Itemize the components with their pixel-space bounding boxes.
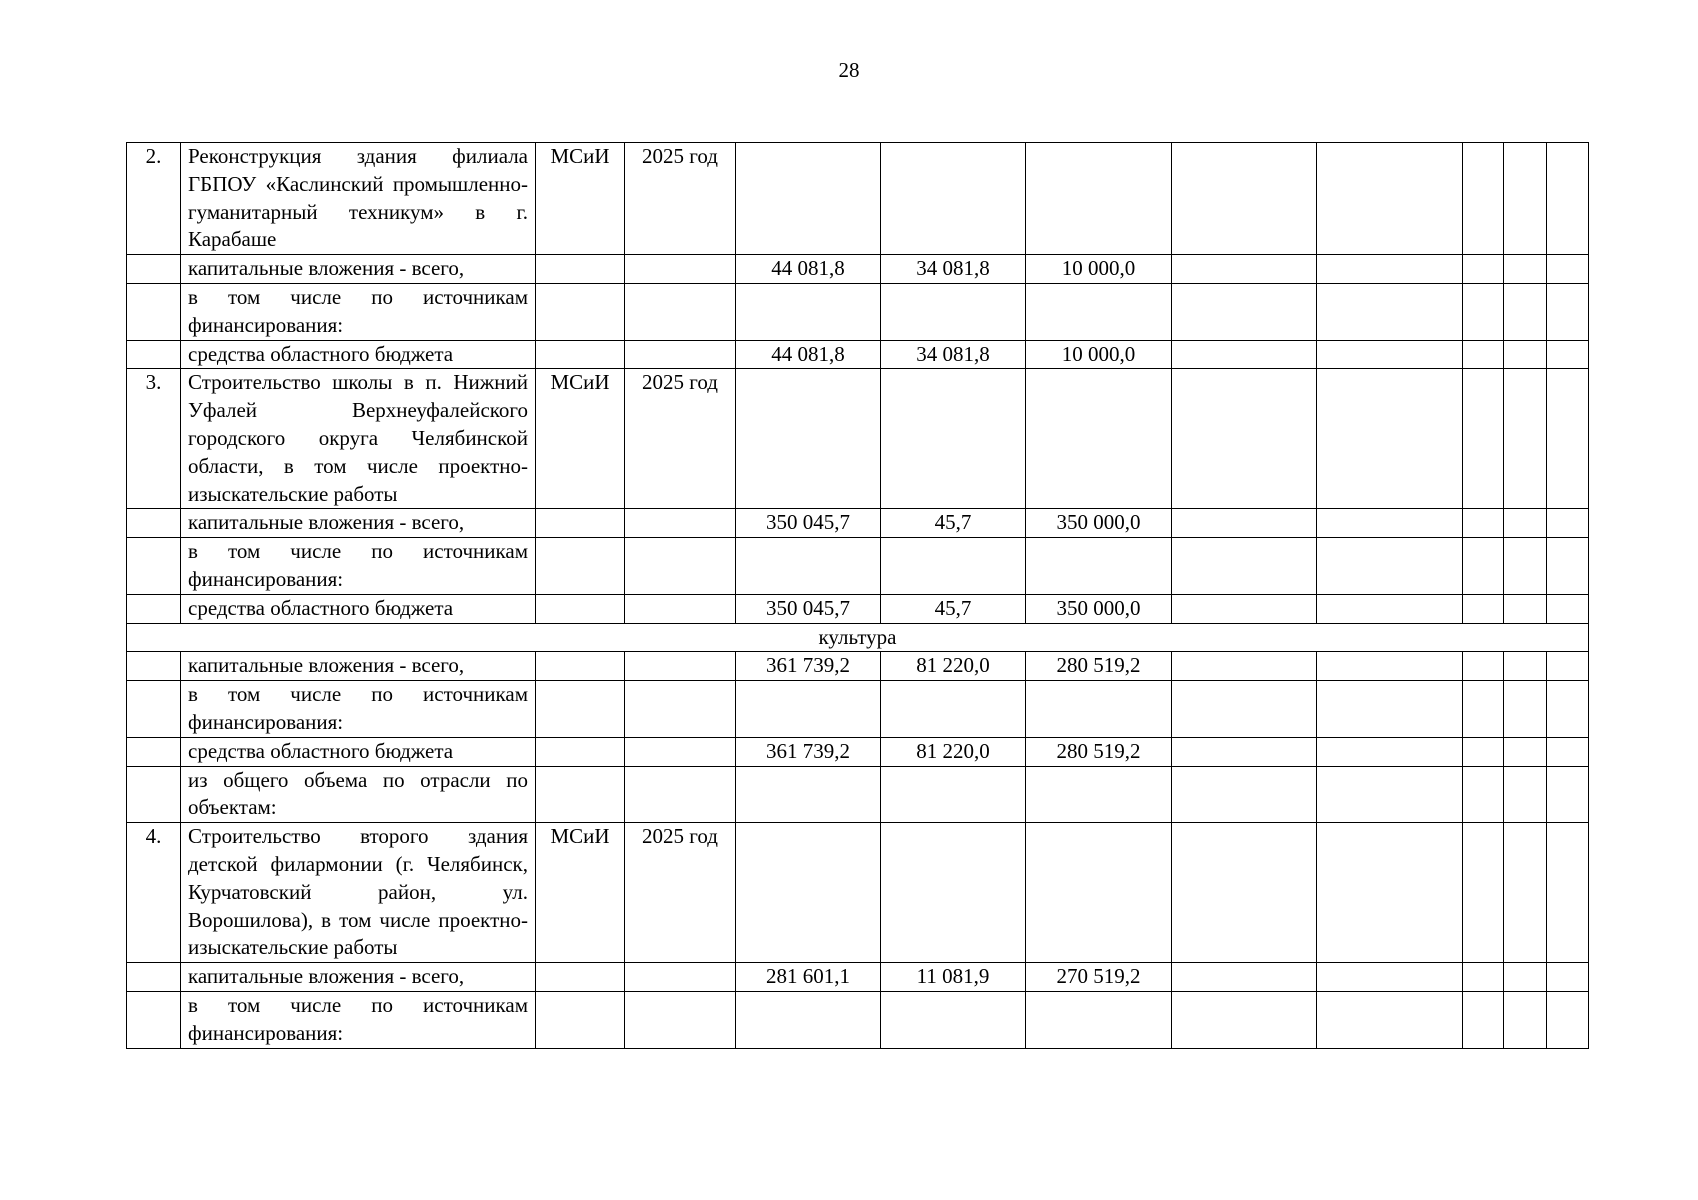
amount-total: 44 081,8 — [736, 340, 881, 369]
amount-total: 361 739,2 — [736, 737, 881, 766]
amount-total: 44 081,8 — [736, 255, 881, 284]
object-number: 2. — [127, 143, 181, 255]
completion-year: 2025 год — [625, 143, 736, 255]
object-number: 3. — [127, 369, 181, 509]
amount-a: 81 220,0 — [881, 652, 1026, 681]
row-label: средства областного бюджета — [181, 340, 536, 369]
table-row — [127, 594, 1589, 623]
row-label: в том числе по источникам финансирования: — [181, 991, 536, 1048]
table-row — [127, 681, 1589, 738]
amount-a: 11 081,9 — [881, 963, 1026, 992]
responsible-org: МСиИ — [536, 369, 625, 509]
row-label: капитальные вложения - всего, — [181, 255, 536, 284]
table-row — [127, 823, 1589, 963]
amount-a: 34 081,8 — [881, 255, 1026, 284]
table-row — [127, 991, 1589, 1048]
table-row — [127, 255, 1589, 284]
row-label: средства областного бюджета — [181, 594, 536, 623]
amount-b: 10 000,0 — [1026, 255, 1172, 284]
row-label: капитальные вложения - всего, — [181, 963, 536, 992]
section-row — [127, 623, 1589, 652]
responsible-org: МСиИ — [536, 823, 625, 963]
row-label: средства областного бюджета — [181, 737, 536, 766]
table-row — [127, 963, 1589, 992]
amount-a: 45,7 — [881, 509, 1026, 538]
responsible-org: МСиИ — [536, 143, 625, 255]
amount-b: 280 519,2 — [1026, 737, 1172, 766]
amount-total: 281 601,1 — [736, 963, 881, 992]
object-name: Строительство второго здания детской филармонии (г. Челябинск, Курчатовский район, ул. Ворошилова), в том числе проектно-изыскательские работы — [181, 823, 536, 963]
section-title: культура — [127, 623, 1589, 652]
amount-a: 81 220,0 — [881, 737, 1026, 766]
object-name: Реконструкция здания филиала ГБПОУ «Каслинский промышленно-гуманитарный техникум» в г. Карабаше — [181, 143, 536, 255]
table-row — [127, 737, 1589, 766]
table-row — [127, 538, 1589, 595]
row-label: в том числе по источникам финансирования: — [181, 538, 536, 595]
table-row — [127, 369, 1589, 509]
amount-b: 270 519,2 — [1026, 963, 1172, 992]
amount-b: 350 000,0 — [1026, 594, 1172, 623]
page-number: 28 — [838, 58, 860, 82]
row-label: в том числе по источникам финансирования: — [181, 681, 536, 738]
table-row — [127, 509, 1589, 538]
amount-a: 45,7 — [881, 594, 1026, 623]
amount-b: 10 000,0 — [1026, 340, 1172, 369]
row-label: капитальные вложения - всего, — [181, 652, 536, 681]
amount-b: 280 519,2 — [1026, 652, 1172, 681]
investment-table — [126, 142, 1589, 1049]
table-row — [127, 143, 1589, 255]
object-number: 4. — [127, 823, 181, 963]
table-row — [127, 283, 1589, 340]
amount-a: 34 081,8 — [881, 340, 1026, 369]
table-row — [127, 340, 1589, 369]
row-label: в том числе по источникам финансирования: — [181, 283, 536, 340]
completion-year: 2025 год — [625, 369, 736, 509]
completion-year: 2025 год — [625, 823, 736, 963]
amount-b: 350 000,0 — [1026, 509, 1172, 538]
amount-total: 350 045,7 — [736, 509, 881, 538]
row-label: капитальные вложения - всего, — [181, 509, 536, 538]
amount-total: 350 045,7 — [736, 594, 881, 623]
row-label: из общего объема по отрасли по объектам: — [181, 766, 536, 823]
amount-total: 361 739,2 — [736, 652, 881, 681]
table-row — [127, 652, 1589, 681]
table-row — [127, 766, 1589, 823]
object-name: Строительство школы в п. Нижний Уфалей Верхнеуфалейского городского округа Челябинской области, в том числе проектно-изыскательские работы — [181, 369, 536, 509]
